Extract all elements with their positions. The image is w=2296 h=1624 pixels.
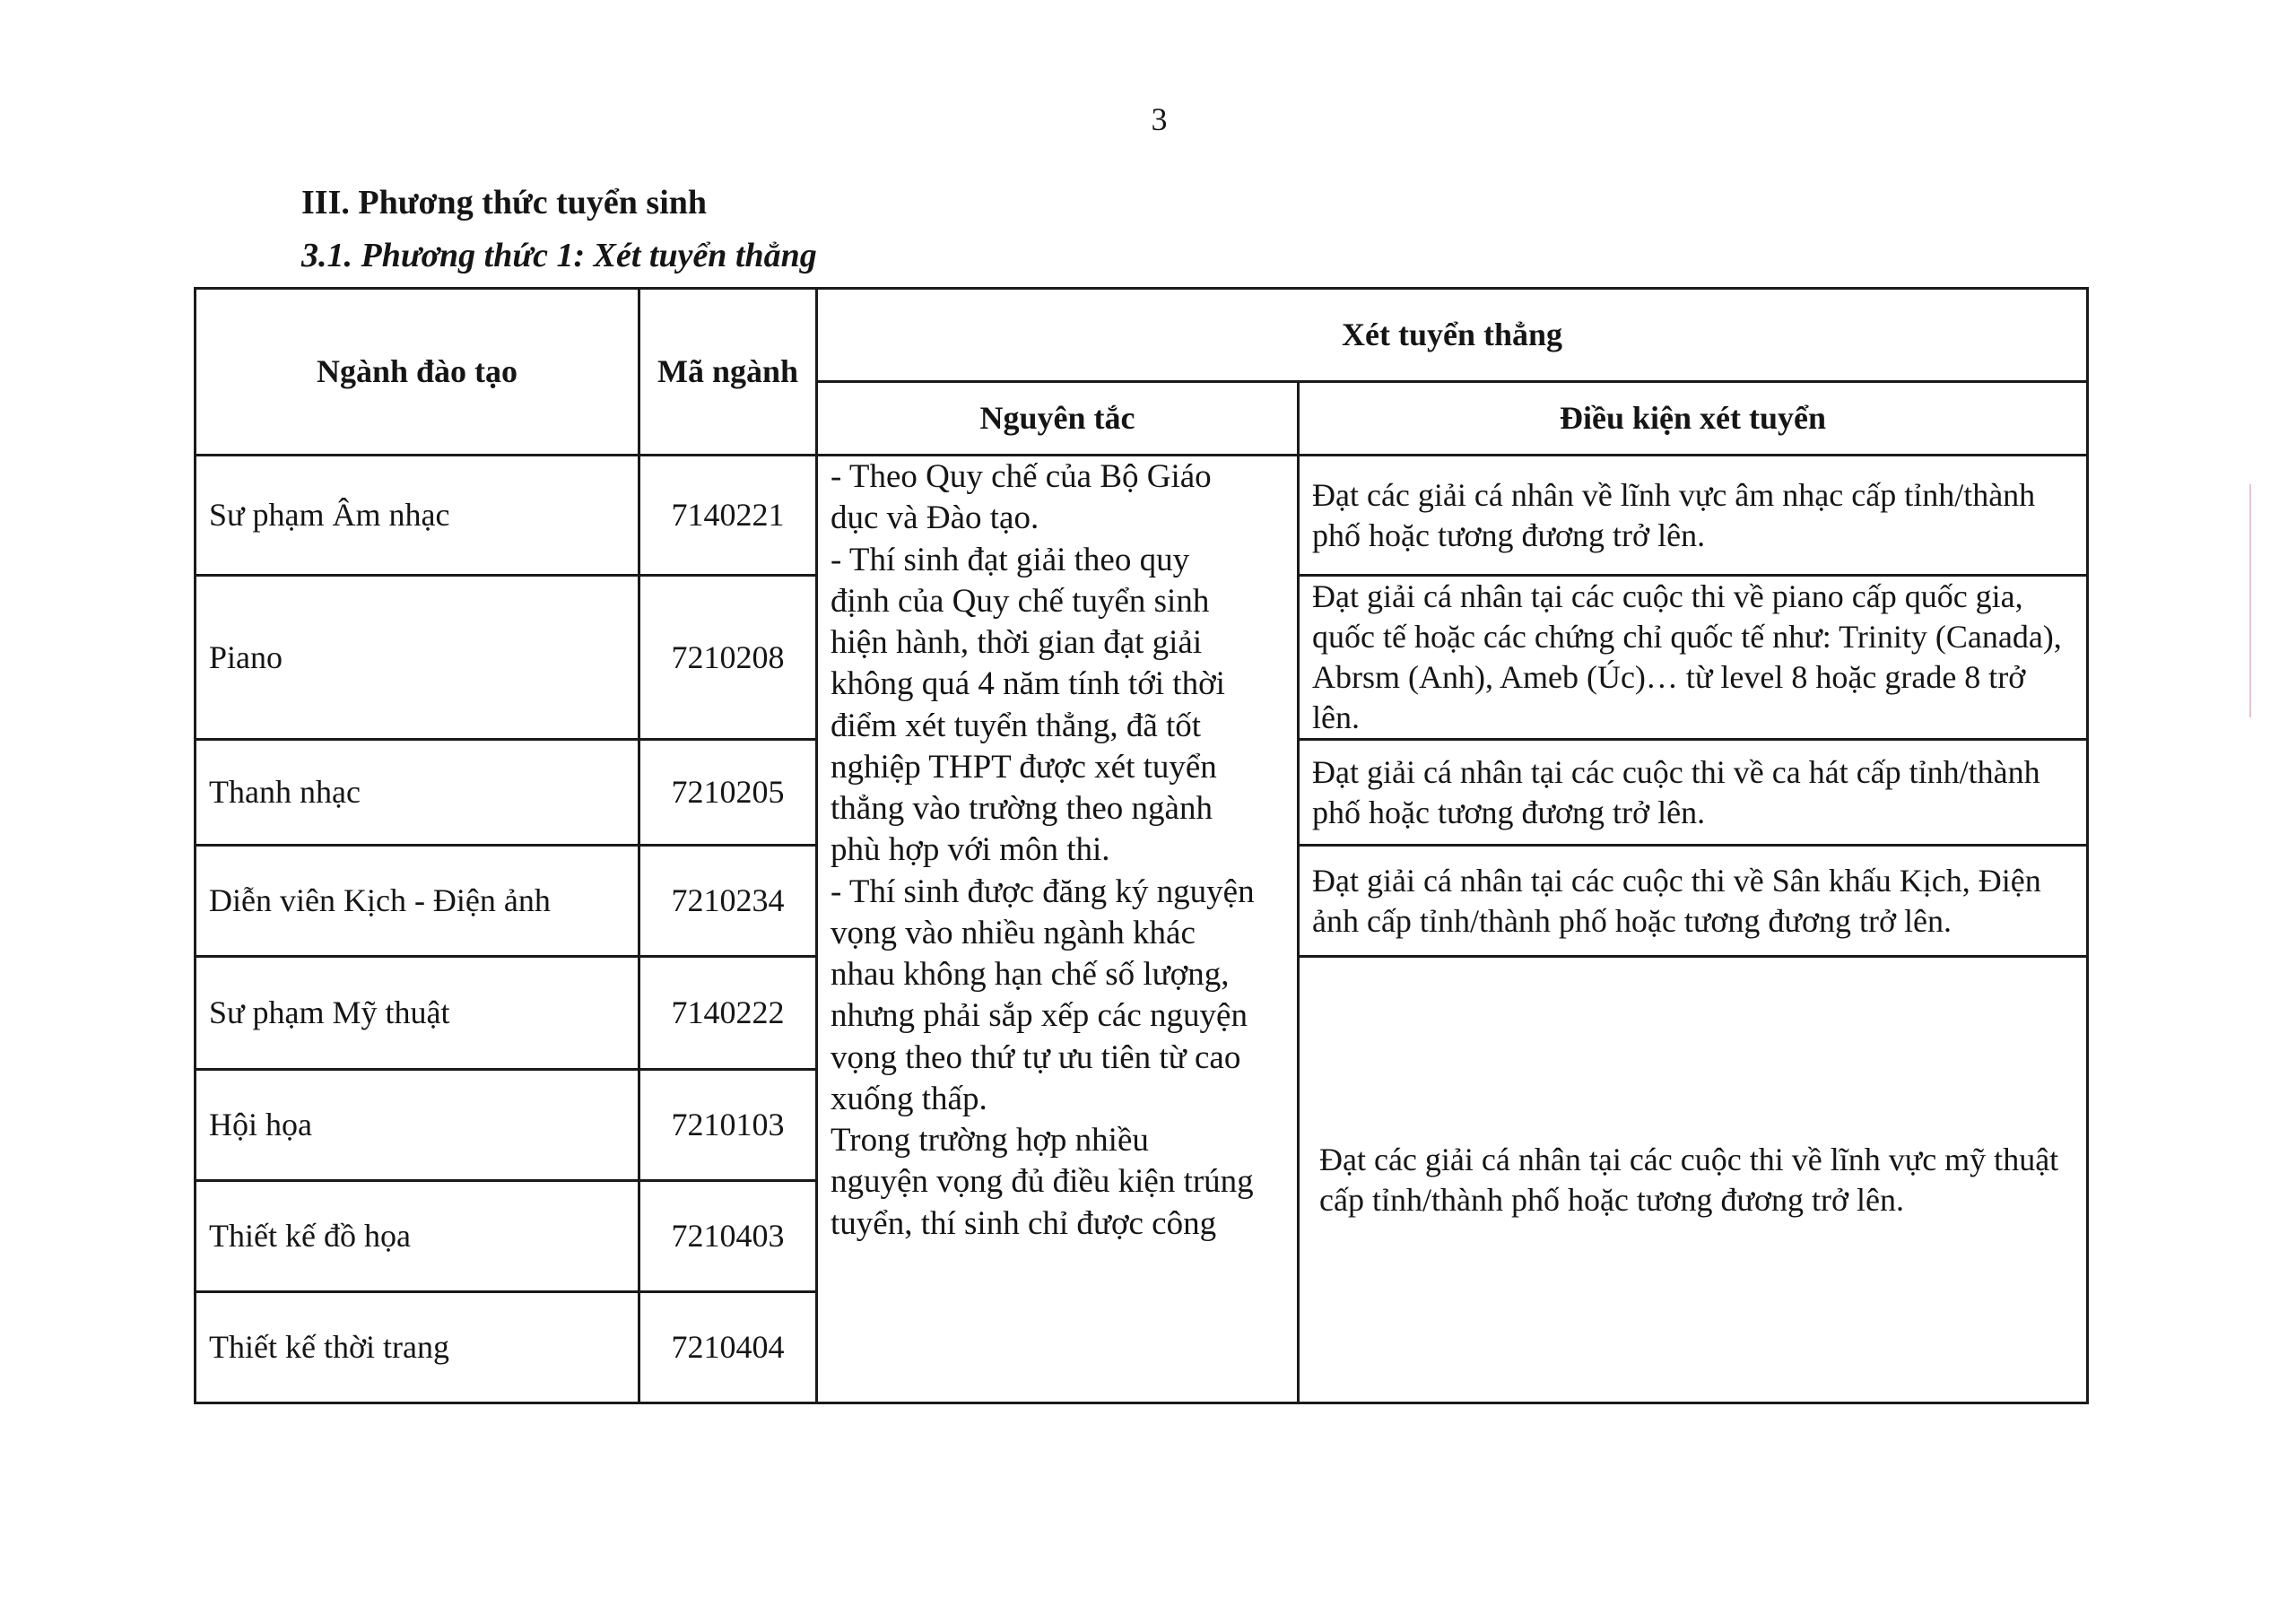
major-name: Hội họa	[196, 1070, 639, 1181]
header-major: Ngành đào tạo	[196, 289, 639, 456]
principle-line: tuyển, thí sinh chỉ được công	[831, 1204, 1217, 1242]
condition-vocal: Đạt giải cá nhân tại các cuộc thi về ca hát cấp tỉnh/thành phố hoặc tương đương trở lên.	[1299, 740, 2088, 846]
subsection-heading: 3.1. Phương thức 1: Xét tuyển thẳng	[301, 237, 817, 274]
header-condition: Điều kiện xét tuyển	[1299, 382, 2088, 456]
principle-line: không quá 4 năm tính tới thời	[831, 665, 1225, 703]
direct-admission-table	[194, 287, 2089, 1404]
major-code: 7210234	[639, 846, 817, 957]
principle-line: xuống thấp.	[831, 1080, 987, 1117]
major-name: Thanh nhạc	[196, 740, 639, 846]
condition-piano: Đạt giải cá nhân tại các cuộc thi về piano cấp quốc gia, quốc tế hoặc các chứng chỉ quốc tế như: Trinity (Canada), Abrsm (Anh), Ameb (Úc)… từ level 8 hoặc grade 8 trở lên.	[1299, 576, 2088, 740]
principle-line: hiện hành, thời gian đạt giải	[831, 624, 1203, 661]
header-code: Mã ngành	[639, 289, 817, 456]
margin-stamp-mark	[2249, 484, 2287, 717]
principle-line: nghiệp THPT được xét tuyển	[831, 748, 1217, 786]
principle-line: định của Quy chế tuyển sinh	[831, 582, 1210, 620]
principle-line: - Theo Quy chế của Bộ Giáo	[831, 458, 1212, 495]
condition-acting: Đạt giải cá nhân tại các cuộc thi về Sân khấu Kịch, Điện ảnh cấp tỉnh/thành phố hoặc tương đương trở lên.	[1299, 846, 2088, 957]
major-code: 7140222	[639, 957, 817, 1070]
principle-line: - Thí sinh đạt giải theo quy	[831, 541, 1190, 578]
major-code: 7210403	[639, 1181, 817, 1292]
principle-line: điểm xét tuyển thẳng, đã tốt	[831, 707, 1202, 744]
condition-music-education: Đạt các giải cá nhân về lĩnh vực âm nhạc cấp tỉnh/thành phố hoặc tương đương trở lên.	[1299, 456, 2088, 576]
condition-fine-arts: Đạt các giải cá nhân tại các cuộc thi về lĩnh vực mỹ thuật cấp tỉnh/thành phố hoặc tương đương trở lên.	[1299, 957, 2088, 1403]
page-number: 3	[1151, 101, 1168, 137]
major-name: Diễn viên Kịch - Điện ảnh	[196, 846, 639, 957]
table-row	[196, 456, 2088, 576]
major-name: Sư phạm Âm nhạc	[196, 456, 639, 576]
principle-line: dục và Đào tạo.	[831, 499, 1039, 537]
principle-line: vọng vào nhiều ngành khác	[831, 914, 1196, 951]
section-heading: III. Phương thức tuyển sinh	[301, 184, 708, 221]
major-code: 7210205	[639, 740, 817, 846]
principle-line: Trong trường hợp nhiều	[831, 1122, 1149, 1159]
major-name: Piano	[196, 576, 639, 740]
principle-line: vọng theo thứ tự ưu tiên từ cao	[831, 1038, 1241, 1076]
principle-line: phù hợp với môn thi.	[831, 831, 1110, 869]
major-code: 7210208	[639, 576, 817, 740]
major-name: Thiết kế thời trang	[196, 1292, 639, 1403]
principle-line: nhưng phải sắp xếp các nguyện	[831, 997, 1248, 1035]
major-code: 7140221	[639, 456, 817, 576]
principle-line: thẳng vào trường theo ngành	[831, 790, 1213, 827]
principle-cell	[817, 456, 1299, 1403]
principle-line: - Thí sinh được đăng ký nguyện	[831, 873, 1255, 910]
principle-line: nguyện vọng đủ điều kiện trúng	[831, 1163, 1254, 1201]
major-name: Sư phạm Mỹ thuật	[196, 957, 639, 1070]
principle-line: nhau không hạn chế số lượng,	[831, 956, 1230, 993]
header-principle: Nguyên tắc	[817, 382, 1299, 456]
major-code: 7210404	[639, 1292, 817, 1403]
header-direct-admission: Xét tuyển thẳng	[817, 289, 2088, 382]
major-name: Thiết kế đồ họa	[196, 1181, 639, 1292]
major-code: 7210103	[639, 1070, 817, 1181]
